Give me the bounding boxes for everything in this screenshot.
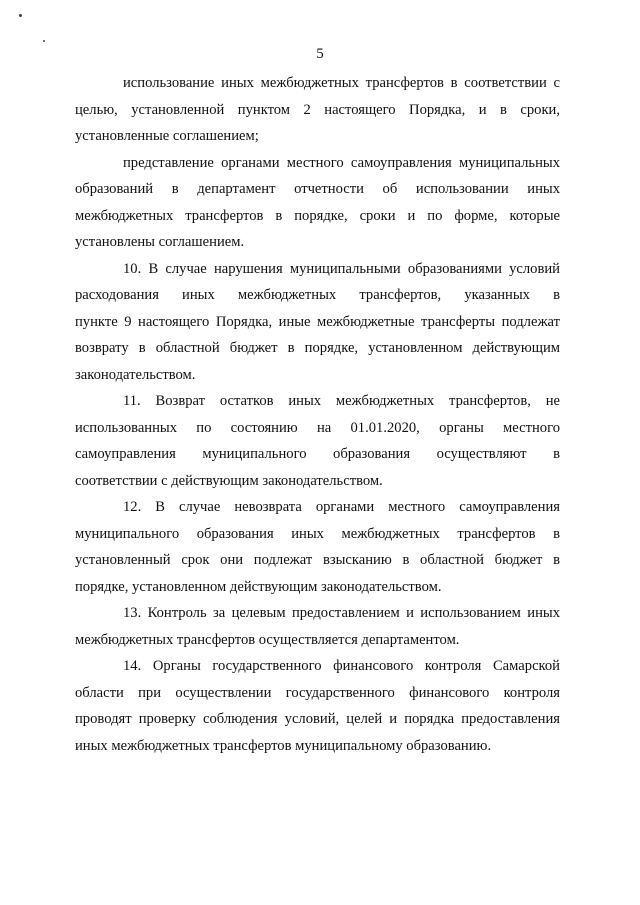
text-line: 10. В случае нарушения муниципальными образованиями условий xyxy=(123,260,560,277)
paragraph-14 xyxy=(75,653,560,759)
paragraph-10 xyxy=(75,256,560,389)
paragraph-12 xyxy=(75,494,560,600)
text-line: области при осуществлении государственного финансового контроля xyxy=(75,684,560,701)
paragraph-usage xyxy=(75,70,560,150)
scan-speck xyxy=(43,40,45,42)
text-line: 14. Органы государственного финансового контроля Самарской xyxy=(123,658,560,674)
text-line: установленные соглашением; xyxy=(75,128,259,144)
text-line: муниципального образования иных межбюджетных трансфертов в xyxy=(75,525,560,542)
text-line: представление органами местного самоуправления муниципальных xyxy=(123,154,560,171)
text-line: образований в департамент отчетности об использовании иных xyxy=(75,181,560,197)
text-line: соответствии с действующим законодательством. xyxy=(75,472,383,489)
page-number: 5 xyxy=(316,46,324,62)
text-line: пункте 9 настоящего Порядка, иные межбюджетные трансферты подлежат xyxy=(75,313,560,330)
text-line: порядке, установленном действующим законодательством. xyxy=(75,578,442,595)
text-line: иных межбюджетных трансфертов муниципальному образованию. xyxy=(75,737,492,754)
scan-speck xyxy=(19,14,22,17)
text-line: проводят проверку соблюдения условий, целей и порядка предоставления xyxy=(75,711,560,727)
paragraph-reporting xyxy=(75,150,560,256)
text-line: самоуправления муниципального образования осуществляют в xyxy=(75,446,560,462)
text-line: законодательством. xyxy=(75,366,196,383)
text-line: использованных по состоянию на 01.01.2020, органы местного xyxy=(75,419,560,436)
text-line: целью, установленной пунктом 2 настоящего Порядка, и в сроки, xyxy=(75,101,560,118)
text-line: расходования иных межбюджетных трансфертов, указанных в xyxy=(75,287,560,303)
text-line: 12. В случае невозврата органами местного самоуправления xyxy=(123,499,560,515)
text-line: установленный срок они подлежат взысканию в областной бюджет в xyxy=(75,552,560,568)
text-line: возврату в областной бюджет в порядке, установленном действующим xyxy=(75,340,560,356)
text-line: 13. Контроль за целевым предоставлением и использованием иных xyxy=(123,605,560,621)
text-line: установлены соглашением. xyxy=(75,234,245,250)
paragraph-13 xyxy=(75,600,560,653)
text-line: использование иных межбюджетных трансфертов в соответствии с xyxy=(123,75,560,91)
text-line: межбюджетных трансфертов в порядке, сроки и по форме, которые xyxy=(75,207,560,224)
text-line: межбюджетных трансфертов осуществляется департаментом. xyxy=(75,631,460,648)
text-line: 11. Возврат остатков иных межбюджетных трансфертов, не xyxy=(123,393,560,409)
document-body xyxy=(75,70,560,759)
paragraph-11 xyxy=(75,388,560,494)
